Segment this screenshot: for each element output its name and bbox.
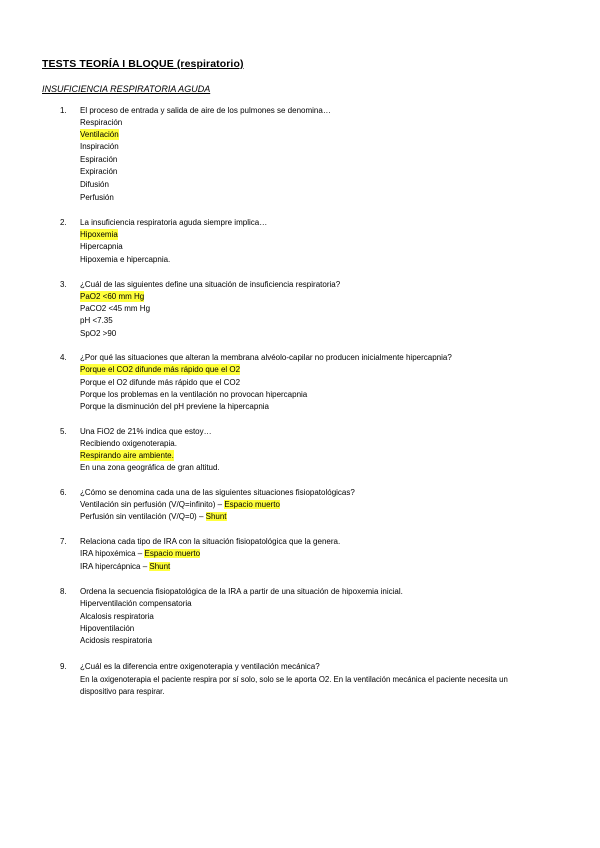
- option: Acidosis respiratoria: [80, 636, 153, 645]
- question-number: 9.: [60, 662, 67, 671]
- question-text: Relaciona cada tipo de IRA con la situación fisiopatológica que la genera.: [80, 537, 341, 546]
- pair-line: [80, 561, 170, 572]
- section-heading: INSUFICIENCIA RESPIRATORIA AGUDA: [42, 84, 211, 94]
- option: Hiperventilación compensatoria: [80, 599, 192, 608]
- option-highlighted: Hipoxemia: [80, 230, 118, 239]
- option: Inspiración: [80, 142, 119, 151]
- question-text: La insuficiencia respiratoria aguda siempre implica…: [80, 218, 268, 227]
- pair-term: Ventilación sin perfusión (V/Q=infinito) –: [80, 500, 225, 509]
- option: Hipercapnia: [80, 242, 123, 251]
- pair-term: IRA hipoxémica –: [80, 549, 145, 558]
- question-text: Ordena la secuencia fisiopatológica de la IRA a partir de una situación de hipoxemia inicial.: [80, 587, 403, 596]
- question-number: 2.: [60, 218, 67, 227]
- option-highlighted: PaO2 <60 mm Hg: [80, 292, 145, 301]
- option: pH <7.35: [80, 316, 113, 325]
- answer-paragraph: En la oxigenoterapia el paciente respira por sí solo, solo se le aporta O2. En la ventilación mecánica el paciente necesita un dispositivo para respirar.: [80, 675, 508, 696]
- option: Alcalosis respiratoria: [80, 612, 154, 621]
- question-text: ¿Cómo se denomina cada una de las siguientes situaciones fisiopatológicas?: [80, 488, 355, 497]
- question-number: 6.: [60, 488, 67, 497]
- option: SpO2 >90: [80, 329, 117, 338]
- option: Porque el O2 difunde más rápido que el CO2: [80, 378, 241, 387]
- option-highlighted: Respirando aire ambiente.: [80, 451, 174, 460]
- question-number: 5.: [60, 427, 67, 436]
- question-text: Una FiO2 de 21% indica que estoy…: [80, 427, 212, 436]
- option-highlighted: Ventilación: [80, 130, 119, 139]
- pair-term: Perfusión sin ventilación (V/Q=0) –: [80, 512, 206, 521]
- question-text: ¿Por qué las situaciones que alteran la membrana alvéolo-capilar no producen inicialmente hipercapnia?: [80, 353, 452, 362]
- pair-line: [80, 511, 227, 522]
- question-number: 1.: [60, 106, 67, 115]
- pair-answer-highlighted: Espacio muerto: [144, 549, 201, 558]
- option: Hipoxemia e hipercapnia.: [80, 255, 171, 264]
- option: Recibiendo oxigenoterapia.: [80, 439, 177, 448]
- option: Espiración: [80, 155, 118, 164]
- pair-answer-highlighted: Shunt: [149, 562, 171, 571]
- question-number: 3.: [60, 280, 67, 289]
- question-text: ¿Cuál de las siguientes define una situación de insuficiencia respiratoria?: [80, 280, 341, 289]
- option: PaCO2 <45 mm Hg: [80, 304, 151, 313]
- option: Perfusión: [80, 193, 114, 202]
- option: Difusión: [80, 180, 109, 189]
- question-number: 8.: [60, 587, 67, 596]
- pair-answer-highlighted: Espacio muerto: [224, 500, 280, 509]
- pair-line: [80, 499, 280, 510]
- question-text: ¿Cuál es la diferencia entre oxigenoterapia y ventilación mecánica?: [80, 662, 320, 671]
- pair-answer-highlighted: Shunt: [205, 512, 227, 521]
- option: En una zona geográfica de gran altitud.: [80, 463, 220, 472]
- option: Respiración: [80, 118, 123, 127]
- question-text: El proceso de entrada y salida de aire de los pulmones se denomina…: [80, 106, 331, 115]
- question-number: 7.: [60, 537, 67, 546]
- option: Expiración: [80, 167, 118, 176]
- option-highlighted: Porque el CO2 difunde más rápido que el O2: [80, 365, 241, 374]
- question-number: 4.: [60, 353, 67, 362]
- option: Porque los problemas en la ventilación no provocan hipercapnia: [80, 390, 308, 399]
- option: Hipoventilación: [80, 624, 135, 633]
- option: Porque la disminución del pH previene la hipercapnia: [80, 402, 270, 411]
- pair-term: IRA hipercápnica –: [80, 562, 150, 571]
- pair-line: [80, 548, 200, 559]
- document-title: TESTS TEORÍA I BLOQUE (respiratorio): [42, 58, 244, 70]
